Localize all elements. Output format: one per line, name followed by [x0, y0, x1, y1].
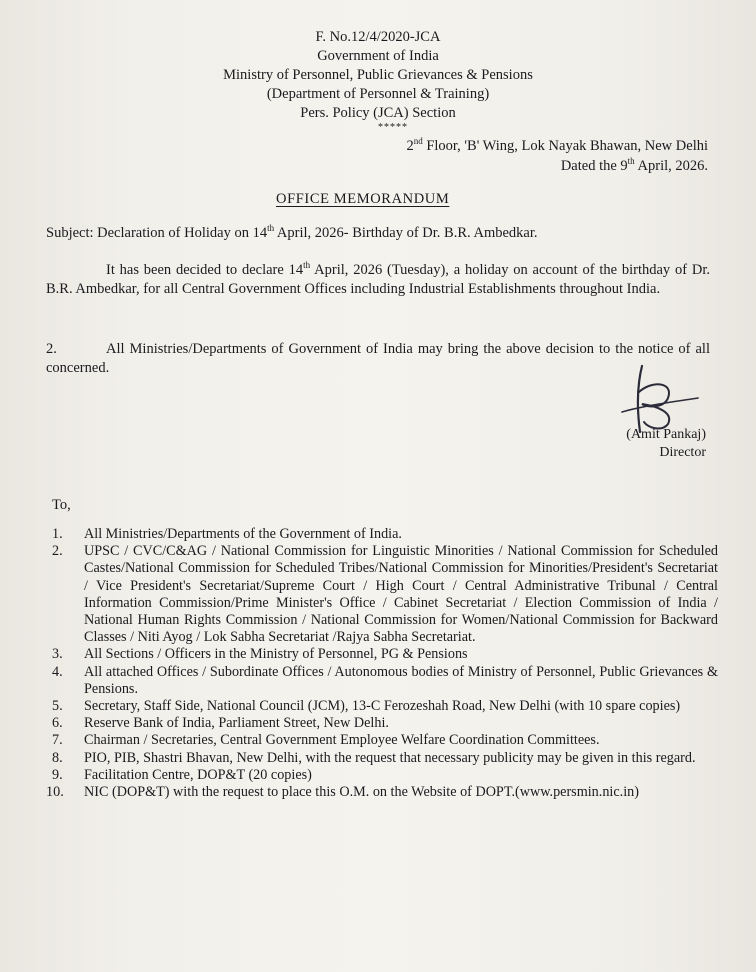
list-item: [46, 767, 718, 784]
item-text: NIC (DOP&T) with the request to place this O.M. on the Website of DOPT.(www.persmin.nic.in): [84, 784, 639, 801]
office-address-block: [406, 136, 708, 176]
subject-line: [46, 225, 716, 242]
para2-number: 2.: [46, 341, 57, 357]
para1-suffix: April, 2026 (Tuesday), a holiday on account of the birthday of Dr. B.R. Ambedkar, for all Central Government Offices including Industrial Establishments throughout India.: [46, 262, 710, 297]
document-title: OFFICE MEMORANDUM: [276, 191, 450, 207]
date-suffix-sup: th: [627, 156, 635, 167]
letterhead: [0, 28, 756, 133]
item-number: 8.: [52, 749, 63, 766]
item-text: PIO, PIB, Shastri Bhavan, New Delhi, with the request that necessary publicity may be given in this regard.: [84, 749, 696, 766]
recipient-list: [46, 526, 718, 801]
separator-stars: *****: [378, 122, 408, 133]
file-number: F. No.12/4/2020-JCA: [315, 29, 441, 45]
issue-date: [406, 156, 708, 176]
para1-sup: th: [303, 260, 311, 271]
signatory-name: (Amit Pankaj): [626, 427, 706, 442]
list-item: [46, 715, 718, 732]
floor-number: 2: [406, 138, 414, 154]
item-number: 10.: [46, 784, 64, 801]
department-name: (Department of Personnel & Training): [266, 86, 490, 102]
item-number: 3.: [52, 646, 63, 663]
item-number: 1.: [52, 526, 63, 542]
address-text: Floor, 'B' Wing, Lok Nayak Bhawan, New Delhi: [426, 138, 708, 154]
item-text: Reserve Bank of India, Parliament Street, New Delhi.: [84, 715, 389, 732]
list-item: [46, 526, 718, 543]
date-prefix: Dated the 9: [560, 158, 628, 174]
floor-suffix: nd: [413, 136, 423, 147]
item-text: Chairman / Secretaries, Central Government Employee Welfare Coordination Committees.: [84, 732, 600, 749]
to-label: To,: [52, 497, 71, 513]
list-item: [46, 750, 718, 767]
list-item: [46, 664, 718, 698]
signatory-block: [626, 426, 706, 462]
item-number: 2.: [52, 543, 63, 560]
para1-prefix: It has been decided to declare 14: [106, 262, 304, 278]
list-item: [46, 732, 718, 749]
item-number: 9.: [52, 766, 63, 783]
item-number: 4.: [52, 663, 63, 680]
government-name: Government of India: [317, 48, 439, 64]
item-text: UPSC / CVC/C&AG / National Commission for Linguistic Minorities / National Commission for Scheduled Castes/National Commission for Scheduled Tribes/National Commission for Minorities/President's Secretariat / Vice President's Secretariat/Supreme Court / High Court / Central Administrative Tribunal / Central Information Commission/Prime Minister's Office / Cabinet Secretariat / Election Commission of India / National Human Rights Commission / National Commission for Women/National Commission for Backward Classes / Niti Ayog / Lok Sabha Secretariat /Rajya Sabha Secretariat.: [84, 543, 718, 646]
item-number: 5.: [52, 698, 63, 715]
signatory-designation: Director: [659, 445, 706, 460]
item-text: Facilitation Centre, DOP&T (20 copies): [84, 766, 312, 783]
paragraph-2: [46, 340, 710, 378]
para2-text: All Ministries/Departments of Government of India may bring the above decision to the notice of all concerned.: [46, 341, 710, 376]
subject-sup: th: [267, 223, 275, 234]
subject-suffix: April, 2026- Birthday of Dr. B.R. Ambedkar.: [276, 225, 538, 241]
list-item: [46, 784, 718, 801]
item-text: Secretary, Staff Side, National Council (JCM), 13-C Ferozeshah Road, New Delhi (with 10 spare copies): [84, 698, 681, 715]
list-item: [46, 698, 718, 715]
item-number: 7.: [52, 732, 63, 749]
section-name: Pers. Policy (JCA) Section: [300, 105, 456, 121]
date-month-year: April, 2026.: [637, 158, 708, 174]
office-address: [406, 136, 708, 156]
paragraph-1: [46, 261, 710, 299]
item-text: All Ministries/Departments of the Government of India.: [84, 526, 402, 542]
list-item: [46, 543, 718, 646]
item-text: All Sections / Officers in the Ministry of Personnel, PG & Pensions: [84, 646, 468, 663]
item-number: 6.: [52, 715, 63, 732]
list-item: [46, 646, 718, 663]
ministry-name: Ministry of Personnel, Public Grievances & Pensions: [223, 67, 533, 83]
subject-prefix: Subject: Declaration of Holiday on 14: [46, 225, 268, 241]
item-text: All attached Offices / Subordinate Offices / Autonomous bodies of Ministry of Personnel, Public Grievances & Pensions.: [84, 663, 718, 697]
